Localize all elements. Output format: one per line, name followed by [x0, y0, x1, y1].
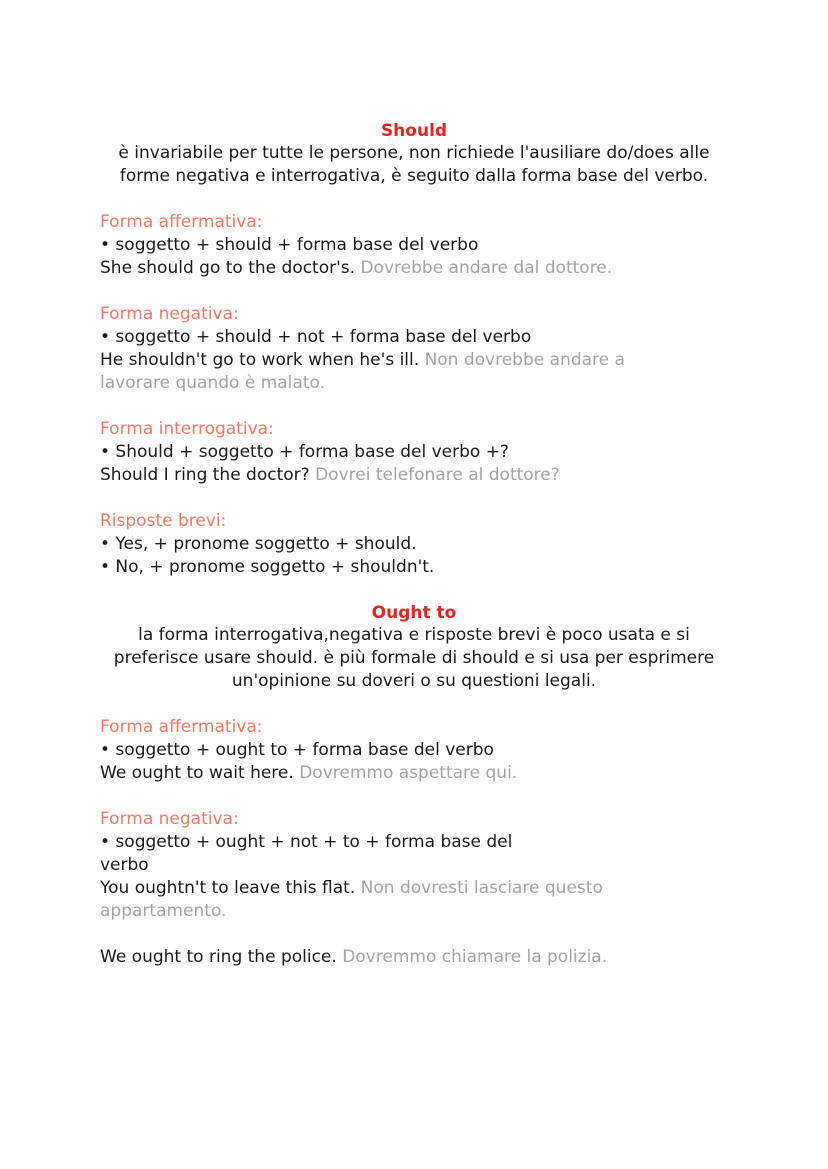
- should-affirmative-heading: Forma affermativa:: [100, 212, 263, 232]
- should-interrogative-example: Should I ring the doctor?: [100, 465, 310, 485]
- should-interrogative-heading: Forma interrogativa:: [100, 419, 274, 439]
- ought-to-extra-example-line: [100, 946, 728, 969]
- ought-to-affirmative-example: We ought to wait here.: [100, 763, 294, 783]
- ought-to-title: Ought to: [371, 603, 457, 623]
- should-negative-section: [100, 303, 728, 395]
- should-interrogative-translation: Dovrei telefonare al dottore?: [315, 465, 560, 485]
- should-negative-example-line: [100, 349, 680, 395]
- should-affirmative-example-line: [100, 257, 728, 280]
- should-affirmative-translation: Dovrebbe andare dal dottore.: [360, 258, 613, 278]
- should-interrogative-rule: • Should + soggetto + forma base del verbo +?: [100, 442, 509, 462]
- ought-to-affirmative-translation: Dovremmo aspettare qui.: [299, 763, 518, 783]
- should-short-answers-heading: Risposte brevi:: [100, 511, 227, 531]
- ought-to-affirmative-rule: • soggetto + ought to + forma base del verbo: [100, 740, 494, 760]
- ought-to-negative-example-line: [100, 877, 680, 923]
- should-short-answers-section: [100, 510, 728, 579]
- should-negative-example: He shouldn't go to work when he's ill.: [100, 350, 420, 370]
- ought-to-negative-translation: Non dovresti lasciare questo appartamento.: [100, 878, 603, 921]
- should-interrogative-section: [100, 418, 728, 487]
- should-negative-rule: • soggetto + should + not + forma base del verbo: [100, 327, 532, 347]
- should-interrogative-example-line: [100, 464, 728, 487]
- ought-to-affirmative-section: [100, 716, 728, 785]
- should-affirmative-rule: • soggetto + should + forma base del verbo: [100, 235, 479, 255]
- should-title: Should: [380, 121, 448, 141]
- should-short-answer-yes: • Yes, + pronome soggetto + should.: [100, 534, 417, 554]
- should-short-answer-no: • No, + pronome soggetto + shouldn't.: [100, 557, 435, 577]
- should-intro: è invariabile per tutte le persone, non richiede l'ausiliare do/does alle forme negativa e interrogativa, è seguito dalla forma base del verbo.: [118, 143, 710, 186]
- ought-to-negative-section: [100, 808, 728, 923]
- should-negative-translation: Non dovrebbe andare a lavorare quando è malato.: [100, 350, 625, 393]
- ought-to-extra-section: [100, 946, 728, 969]
- ought-to-negative-rule: • soggetto + ought + not + to + forma base del verbo: [100, 832, 513, 875]
- should-affirmative-example: She should go to the doctor's.: [100, 258, 356, 278]
- ought-to-affirmative-example-line: [100, 762, 728, 785]
- should-negative-heading: Forma negativa:: [100, 304, 239, 324]
- ought-to-intro: la forma interrogativa,negativa e risposte brevi è poco usata e si preferisce usare should. è più formale di should e si usa per esprimere un'opinione su doveri o su questioni legali.: [113, 625, 715, 691]
- ought-to-affirmative-heading: Forma affermativa:: [100, 717, 263, 737]
- ought-to-extra-translation: Dovremmo chiamare la polizia.: [342, 947, 608, 967]
- ought-to-extra-example: We ought to ring the police.: [100, 947, 337, 967]
- should-affirmative-section: [100, 211, 728, 280]
- ought-to-negative-example: You oughtn't to leave this flat.: [100, 878, 356, 898]
- ought-to-negative-heading: Forma negativa:: [100, 809, 239, 829]
